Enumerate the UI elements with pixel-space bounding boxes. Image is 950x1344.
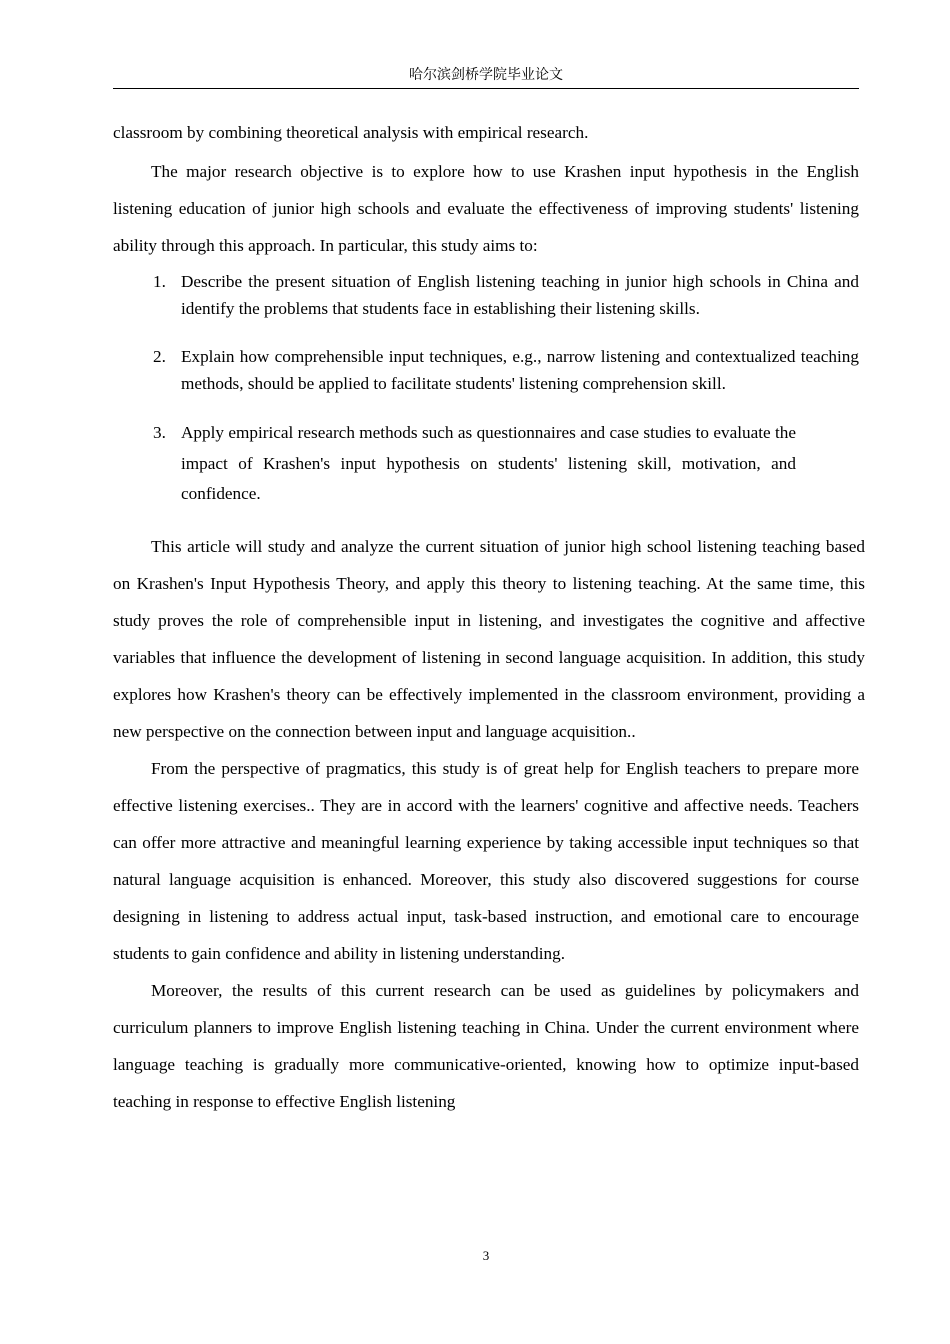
paragraph-policy: Moreover, the results of this current research can be used as guidelines by policymakers and curriculum planners to improve English listening teaching in China. Under the current environment where language teaching is gradually more communicative-oriented, knowing how to optimize input-based teaching in response to effective English listening [113,980,859,1111]
paragraph-pragmatics: From the perspective of pragmatics, this study is of great help for English teachers to prepare more effective listening exercises.. They are in accord with the learners' cognitive and affective needs. Teachers can offer more attractive and meaningful learning experience by taking accessible input techniques so that natural language acquisition is enhanced. Moreover, this study also discovered suggestions for course designing in listening to address actual input, task-based instruction, and emotional care to encourage students to gain confidence and ability in listening understanding. [113,758,859,963]
objective-number: 2. [153,347,166,366]
objective-item-2 [113,343,859,397]
objectives-list [113,268,859,510]
paragraph-continuation: classroom by combining theoretical analysis with empirical research. [113,123,589,142]
paragraph-research-objective: The major research objective is to explore how to use Krashen input hypothesis in the English listening education of junior high schools and evaluate the effectiveness of improving students' listening ability through this approach. In particular, this study aims to: [113,162,859,255]
objective-text: Explain how comprehensible input techniques, e.g., narrow listening and contextualized teaching methods, should be applied to facilitate students' listening comprehension skill. [181,347,859,393]
objective-item-1 [113,268,859,322]
objective-number: 1. [153,272,166,291]
paragraph-article-scope: This article will study and analyze the current situation of junior high school listening teaching based on Krashen's Input Hypothesis Theory, and apply this theory to listening teaching. At the same time, this study proves the role of comprehensible input in listening, and investigates the cognitive and affective variables that influence the development of listening in second language acquisition. In addition, this study explores how Krashen's theory can be effectively implemented in the classroom environment, providing a new perspective on the connection between input and language acquisition.. [113,536,865,741]
header-divider [113,88,859,89]
body-text [113,114,865,1120]
page-number: 3 [482,1248,490,1263]
objective-number: 3. [153,423,166,442]
objective-text: Describe the present situation of English listening teaching in junior high schools in China and identify the problems that students face in establishing their listening skills. [181,272,859,318]
objective-text: Apply empirical research methods such as questionnaires and case studies to evaluate the impact of Krashen's input hypothesis on students' listening skill, motivation, and confidence. [181,423,796,503]
page-header: 哈尔滨剑桥学院毕业论文 [409,67,563,83]
objective-item-3 [113,418,796,510]
